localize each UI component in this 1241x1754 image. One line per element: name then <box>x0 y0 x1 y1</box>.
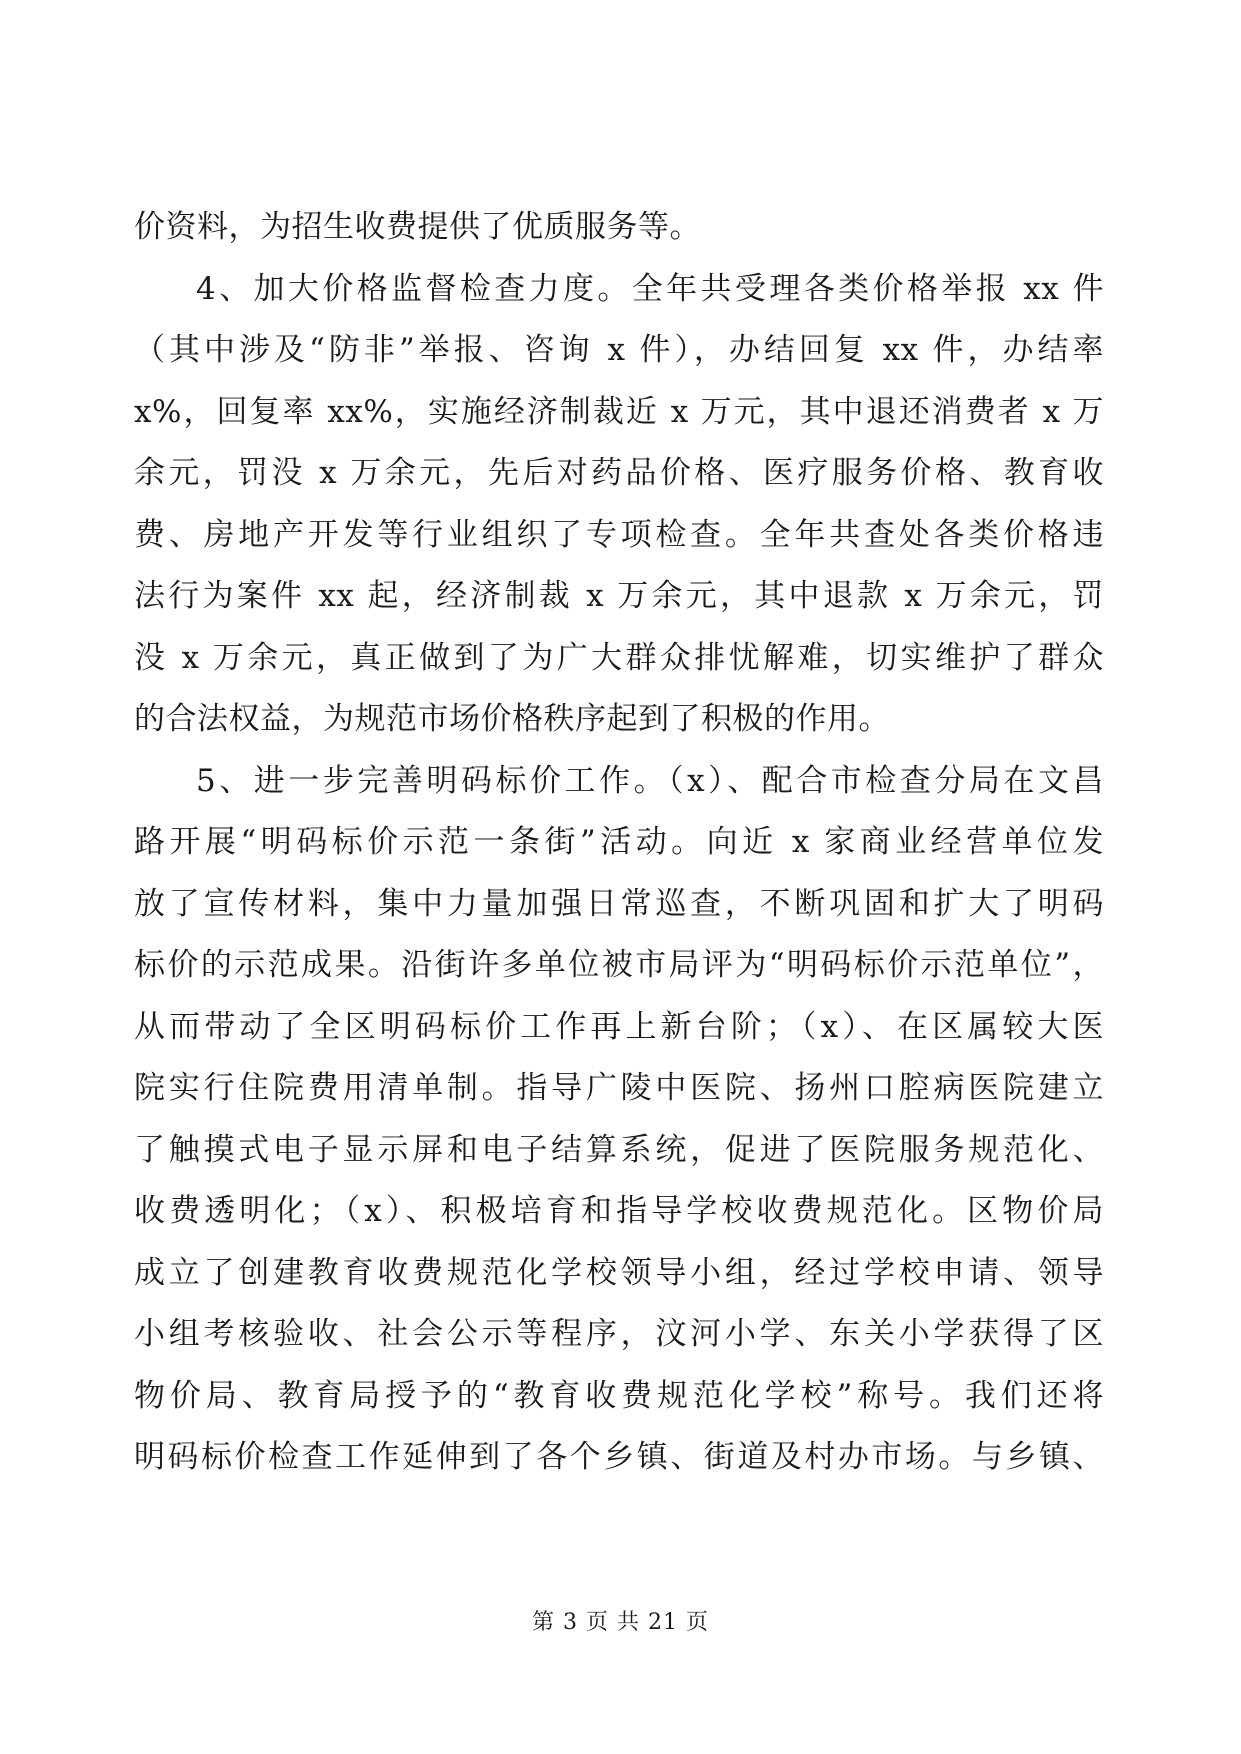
text-line: 法行为案件 xx 起，经济制裁 x 万余元，其中退款 x 万余元，罚 <box>134 578 1104 614</box>
text-line: 明码标价检查工作延伸到了各个乡镇、街道及村办市场。与乡镇、 <box>134 1439 1104 1475</box>
text-line: 放了宣传材料，集中力量加强日常巡查，不断巩固和扩大了明码 <box>134 885 1104 922</box>
text-line: 小组考核验收、社会公示等程序，汶河小学、东关小学获得了区 <box>134 1316 1104 1352</box>
body-text <box>134 197 1104 1489</box>
page-footer <box>0 1605 1241 1636</box>
text-line: 路开展“明码标价示范一条街”活动。向近 x 家商业经营单位发 <box>134 824 1104 860</box>
text-line: 价资料，为招生收费提供了优质服务等。 <box>134 209 701 245</box>
text-line: 收费透明化；（x）、积极培育和指导学校收费规范化。区物价局 <box>134 1193 1104 1229</box>
text-line: 标价的示范成果。沿街许多单位被市局评为“明码标价示范单位”， <box>134 947 1104 983</box>
text-line: 了触摸式电子显示屏和电子结算系统，促进了医院服务规范化、 <box>134 1131 1104 1168</box>
text-line: 物价局、教育局授予的“教育收费规范化学校”称号。我们还将 <box>134 1377 1104 1414</box>
text-line: 余元，罚没 x 万余元，先后对药品价格、医疗服务价格、教育收 <box>134 455 1104 491</box>
text-line: 4、加大价格监督检查力度。全年共受理各类价格举报 xx 件 <box>196 270 1104 307</box>
text-line: 费、房地产开发等行业组织了专项检查。全年共查处各类价格违 <box>134 516 1104 553</box>
text-line: 没 x 万余元，真正做到了为广大群众排忧解难，切实维护了群众 <box>134 639 1104 676</box>
text-line: 成立了创建教育收费规范化学校领导小组，经过学校申请、领导 <box>134 1254 1104 1291</box>
text-line: x%，回复率 xx%，实施经济制裁近 x 万元，其中退还消费者 x 万 <box>134 393 1104 430</box>
text-line: 5、进一步完善明码标价工作。（x）、配合市检查分局在文昌 <box>196 762 1104 799</box>
text-line: 从而带动了全区明码标价工作再上新台阶；（x）、在区属较大医 <box>134 1008 1104 1045</box>
text-line: （其中涉及“防非”举报、咨询 x 件），办结回复 xx 件，办结率 <box>134 332 1104 368</box>
text-line: 院实行住院费用清单制。指导广陵中医院、扬州口腔病医院建立 <box>134 1070 1104 1106</box>
text-line: 的合法权益，为规范市场价格秩序起到了积极的作用。 <box>134 701 890 737</box>
page-number-label: 第 3 页 共 21 页 <box>532 1610 709 1635</box>
